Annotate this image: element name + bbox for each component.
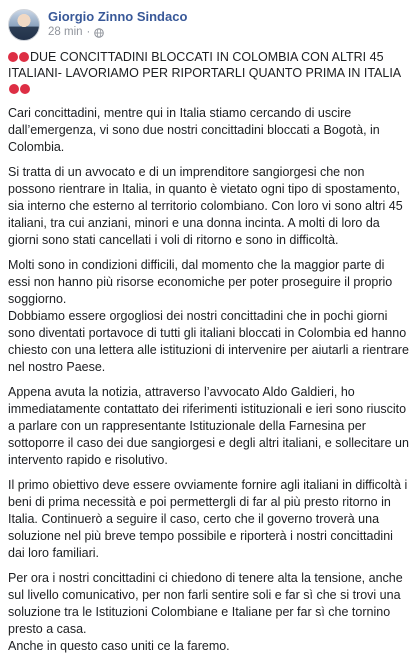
red-circle-icon bbox=[8, 52, 18, 62]
red-circle-icon bbox=[19, 52, 29, 62]
author-name[interactable]: Giorgio Zinno Sindaco bbox=[48, 9, 188, 24]
post-header-info bbox=[48, 9, 187, 40]
red-circle-icon bbox=[9, 84, 19, 94]
post-paragraph: Appena avuta la notizia, attraverso l’avvocato Aldo Galdieri, ho immediatamente contattato dei riferimenti istituzionali e ieri sono riuscito a parlare con un rappresentante Istituzionale della Farnesina per sottoporre il caso dei due sangiorgesi e degli altri italiani, e sollecitare un intervento rapido e risolutivo. bbox=[8, 385, 409, 467]
red-circle-icon bbox=[20, 84, 30, 94]
post-paragraph: Anche in questo caso uniti ce la faremo. bbox=[8, 639, 230, 653]
post-paragraph: Cari concittadini, mentre qui in Italia stiamo cercando di uscire dall’emergenza, vi sono due nostri concittadini bloccati a Bogotà, in Colombia. bbox=[8, 106, 380, 154]
avatar[interactable] bbox=[8, 9, 40, 41]
post-title-text: DUE CONCITTADINI BLOCCATI IN COLOMBIA CON ALTRI 45 ITALIANI- LAVORIAMO PER RIPORTARLI QUANTO PRIMA IN ITALIA bbox=[8, 50, 402, 80]
post-paragraph: Il primo obiettivo deve essere ovviamente fornire agli italiani in difficoltà i beni di prima necessità e poi permettergli di far al più presto ritorno in Italia. Continuerò a seguire il caso, certo che il governo troverà una soluzione nel più breve tempo possibile e riporterà i nostri concittadini dai loro familiari. bbox=[8, 478, 408, 560]
post-paragraph: Si tratta di un avvocato e di un imprenditore sangiorgesi che non possono rientrare in Italia, in quanto è vietato ogni tipo di spostamento, sia interno che esterno al territorio colombiano. Con loro vi sono altri 45 italiani, tra cui anziani, minori e una donna incinta. A molti di loro da giorni sono stati cancellati i voli di ritorno e sono in difficoltà. bbox=[8, 165, 403, 247]
post-meta bbox=[48, 25, 187, 40]
post-timestamp[interactable]: 28 min bbox=[48, 26, 83, 38]
meta-separator: · bbox=[86, 26, 91, 38]
post-header bbox=[8, 9, 187, 43]
post-content bbox=[8, 49, 409, 663]
post-paragraph: Per ora i nostri concittadini ci chiedono di tenere alta la tensione, anche sul livello comunicativo, per non farli sentire soli e far sì che si trovi una soluzione tra le Istituzioni Colombiane e Italiane per far sì che tornino presto a casa. bbox=[8, 571, 403, 636]
post-title bbox=[8, 49, 409, 97]
globe-icon[interactable] bbox=[94, 28, 104, 38]
post-paragraph: Molti sono in condizioni difficili, dal momento che la maggior parte di essi non hanno più risorse economiche per poter proseguire il proprio soggiorno. bbox=[8, 258, 393, 306]
post-paragraph: Dobbiamo essere orgogliosi dei nostri concittadini che in pochi giorni sono diventati portavoce di tutti gli italiani bloccati in Colombia ed hanno chiesto con una lettera alle istituzioni di intervenire per aiutarli a rientrare nel nostro Paese. bbox=[8, 309, 409, 374]
